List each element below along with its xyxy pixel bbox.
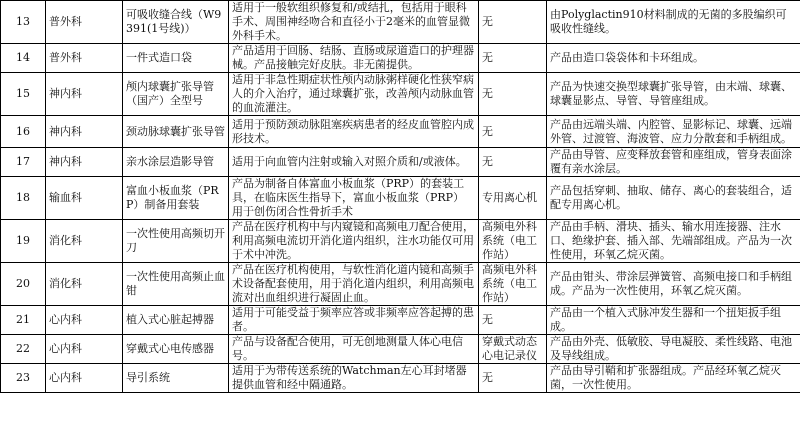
equipment-cell: 无 xyxy=(479,73,547,116)
product-name-cell: 植入式心脏起搏器 xyxy=(123,306,229,335)
description-cell: 产品由钳头、带涂层弹簧管、高频电接口和手柄组成。产品为一次性使用，环氧乙烷灭菌。 xyxy=(547,263,800,306)
department-cell: 心内科 xyxy=(46,335,123,364)
department-cell: 输血科 xyxy=(46,177,123,220)
scope-cell: 适用于预防颈动脉阻塞疾病患者的经皮血管腔内成形技术。 xyxy=(229,116,479,148)
equipment-cell: 无 xyxy=(479,44,547,73)
equipment-cell: 无 xyxy=(479,116,547,148)
scope-cell: 产品在医疗机构中与内窥镜和高频电刀配合使用，利用高频电流切开消化道内组织，注水功能仅可用于术中冲洗。 xyxy=(229,220,479,263)
department-cell: 心内科 xyxy=(46,364,123,393)
description-cell: 由Polyglactin910材料制成的无菌的多股编织可吸收性缝线。 xyxy=(547,1,800,44)
table-row xyxy=(1,44,800,73)
department-cell: 神内科 xyxy=(46,116,123,148)
row-number: 19 xyxy=(1,220,46,263)
department-cell: 神内科 xyxy=(46,148,123,177)
table-row xyxy=(1,364,800,393)
description-cell: 产品由外壳、低敏胶、导电凝胶、柔性线路、电池及导线组成。 xyxy=(547,335,800,364)
equipment-cell: 无 xyxy=(479,306,547,335)
table-row xyxy=(1,263,800,306)
row-number: 20 xyxy=(1,263,46,306)
scope-cell: 适用于非急性期症状性颅内动脉粥样硬化性狭窄病人的介入治疗，通过球囊扩张，改善颅内动脉血管的血流灌注。 xyxy=(229,73,479,116)
row-number: 18 xyxy=(1,177,46,220)
description-cell: 产品由一个植入式脉冲发生器和一个扭矩扳手组成。 xyxy=(547,306,800,335)
row-number: 22 xyxy=(1,335,46,364)
product-name-cell: 一次性使用高频止血钳 xyxy=(123,263,229,306)
description-cell: 产品由远端头端、内腔管、显影标记、球囊、远端外管、过渡管、海波管、应力分散套和手柄组成。 xyxy=(547,116,800,148)
row-number: 17 xyxy=(1,148,46,177)
equipment-cell: 专用离心机 xyxy=(479,177,547,220)
table-row xyxy=(1,177,800,220)
row-number: 15 xyxy=(1,73,46,116)
row-number: 21 xyxy=(1,306,46,335)
product-name-cell: 可吸收缝合线（W9391(1号线)） xyxy=(123,1,229,44)
row-number: 14 xyxy=(1,44,46,73)
scope-cell: 产品在医疗机构使用，与软性消化道内镜和高频手术设备配套使用，用于消化道内组织，利用高频电流对出血组织进行凝固止血。 xyxy=(229,263,479,306)
table-row xyxy=(1,335,800,364)
table-row xyxy=(1,73,800,116)
row-number: 13 xyxy=(1,1,46,44)
product-name-cell: 颅内球囊扩张导管（国产）全型号 xyxy=(123,73,229,116)
table-row xyxy=(1,306,800,335)
description-cell: 产品包括穿刺、抽取、储存、离心的套装组合，适配专用离心机。 xyxy=(547,177,800,220)
product-name-cell: 一件式造口袋 xyxy=(123,44,229,73)
product-name-cell: 穿戴式心电传感器 xyxy=(123,335,229,364)
scope-cell: 适用于为带传送系统的Watchman左心耳封堵器提供血管和经中隔通路。 xyxy=(229,364,479,393)
department-cell: 消化科 xyxy=(46,263,123,306)
scope-cell: 产品为制备自体富血小板血浆（PRP）的套装工具，在临床医生指导下，富血小板血浆（PRP）用于创伤闭合性骨折手术 xyxy=(229,177,479,220)
department-cell: 消化科 xyxy=(46,220,123,263)
equipment-cell: 无 xyxy=(479,1,547,44)
product-name-cell: 亲水涂层造影导管 xyxy=(123,148,229,177)
description-cell: 产品由导引鞘和扩张器组成。产品经环氧乙烷灭菌，一次性使用。 xyxy=(547,364,800,393)
description-cell: 产品由造口袋袋体和卡环组成。 xyxy=(547,44,800,73)
scope-cell: 产品适用于回肠、结肠、直肠或尿道造口的护理器械。产品接触完好皮肤。非无菌提供。 xyxy=(229,44,479,73)
product-name-cell: 颈动脉球囊扩张导管 xyxy=(123,116,229,148)
scope-cell: 适用于可能受益于频率应答或非频率应答起搏的患者。 xyxy=(229,306,479,335)
department-cell: 神内科 xyxy=(46,73,123,116)
table-row xyxy=(1,148,800,177)
equipment-cell: 穿戴式动态心电记录仪 xyxy=(479,335,547,364)
product-name-cell: 导引系统 xyxy=(123,364,229,393)
scope-cell: 适用于向血管内注射或输入对照介质和/或液体。 xyxy=(229,148,479,177)
table-row xyxy=(1,1,800,44)
product-name-cell: 一次性使用高频切开刀 xyxy=(123,220,229,263)
device-table-body xyxy=(1,1,800,393)
equipment-cell: 高频电外科系统（电工作站） xyxy=(479,263,547,306)
scope-cell: 适用于一般软组织修复和/或结扎，包括用于眼科手术、周围神经吻合和直径小于2毫米的血管显微外科手术。 xyxy=(229,1,479,44)
product-name-cell: 富血小板血浆（PRP）制备用套装 xyxy=(123,177,229,220)
scope-cell: 产品与设备配合使用，可无创地测量人体心电信号。 xyxy=(229,335,479,364)
row-number: 23 xyxy=(1,364,46,393)
row-number: 16 xyxy=(1,116,46,148)
description-cell: 产品为快速交换型球囊扩张导管，由末端、球囊、球囊显影点、导管、导管座组成。 xyxy=(547,73,800,116)
equipment-cell: 无 xyxy=(479,364,547,393)
description-cell: 产品由手柄、滑块、插头、输水用连接器、注水口、绝缘护套、插入部、先端部组成。产品为一次性使用，环氧乙烷灭菌。 xyxy=(547,220,800,263)
department-cell: 心内科 xyxy=(46,306,123,335)
description-cell: 产品由导管、应变释放套管和座组成，管身表面涂覆有亲水涂层。 xyxy=(547,148,800,177)
table-row xyxy=(1,116,800,148)
equipment-cell: 高频电外科系统（电工作站） xyxy=(479,220,547,263)
table-row xyxy=(1,220,800,263)
department-cell: 普外科 xyxy=(46,1,123,44)
department-cell: 普外科 xyxy=(46,44,123,73)
equipment-cell: 无 xyxy=(479,148,547,177)
